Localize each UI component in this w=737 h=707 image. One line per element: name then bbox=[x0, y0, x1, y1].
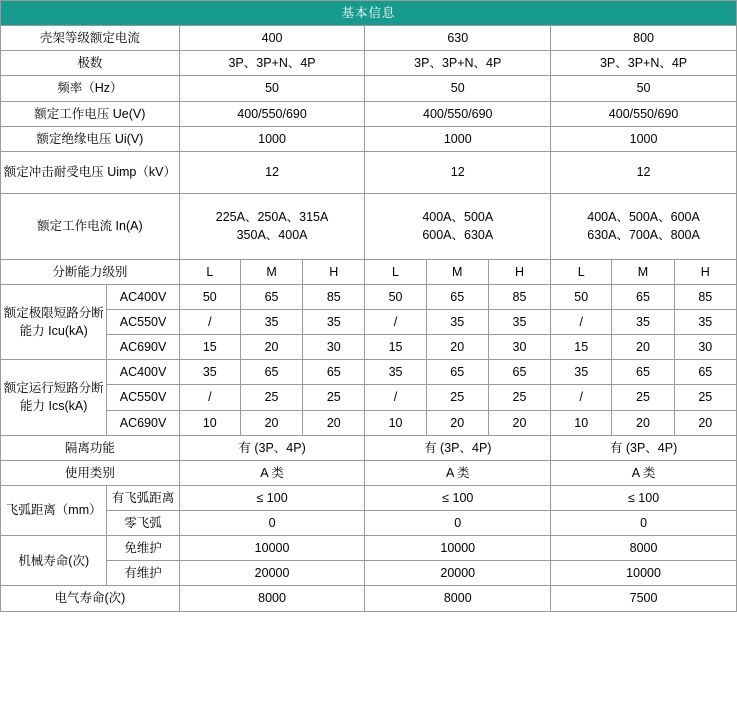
table-row bbox=[1, 193, 737, 259]
table-row bbox=[1, 335, 737, 360]
cell-icu-800-ac400v-l: 50 bbox=[551, 284, 612, 309]
page-title: 基本信息 bbox=[1, 1, 737, 26]
row-label-mechanical-life: 机械寿命(次) bbox=[1, 536, 107, 586]
cell-mech-nomaint-630: 10000 bbox=[365, 536, 551, 561]
cell-mech-maint-800: 10000 bbox=[551, 561, 737, 586]
cell-frequency-400: 50 bbox=[179, 76, 365, 101]
cell-icu-630-ac550v-h: 35 bbox=[488, 310, 550, 335]
cell-icu-400-ac690v-m: 20 bbox=[240, 335, 302, 360]
table-row bbox=[1, 485, 737, 510]
cell-arc-with-400: ≤ 100 bbox=[179, 485, 365, 510]
cell-icu-800-ac690v-l: 15 bbox=[551, 335, 612, 360]
cell-class-400-m: M bbox=[240, 259, 302, 284]
cell-isolation-400: 有 (3P、4P) bbox=[179, 435, 365, 460]
cell-arc-with-800: ≤ 100 bbox=[551, 485, 737, 510]
cell-class-630-m: M bbox=[426, 259, 488, 284]
row-label-ui: 额定绝缘电压 Ui(V) bbox=[1, 126, 180, 151]
cell-mech-nomaint-800: 8000 bbox=[551, 536, 737, 561]
cell-arc-zero-630: 0 bbox=[365, 511, 551, 536]
table-row bbox=[1, 460, 737, 485]
table-row bbox=[1, 561, 737, 586]
table-row bbox=[1, 410, 737, 435]
cell-icu-630-ac690v-h: 30 bbox=[488, 335, 550, 360]
row-label-ue: 额定工作电压 Ue(V) bbox=[1, 101, 180, 126]
table-row bbox=[1, 126, 737, 151]
cell-poles-400: 3P、3P+N、4P bbox=[179, 51, 365, 76]
table-row bbox=[1, 259, 737, 284]
cell-usage-800: A 类 bbox=[551, 460, 737, 485]
table-row bbox=[1, 310, 737, 335]
cell-icu-800-ac550v-h: 35 bbox=[674, 310, 736, 335]
cell-icu-630-ac690v-m: 20 bbox=[426, 335, 488, 360]
table-row bbox=[1, 385, 737, 410]
row-label-usage: 使用类别 bbox=[1, 460, 180, 485]
cell-uimp-400: 12 bbox=[179, 151, 365, 193]
cell-icu-630-ac690v-l: 15 bbox=[365, 335, 426, 360]
table-row bbox=[1, 536, 737, 561]
cell-usage-630: A 类 bbox=[365, 460, 551, 485]
cell-icu-800-ac550v-l: / bbox=[551, 310, 612, 335]
cell-frequency-630: 50 bbox=[365, 76, 551, 101]
row-label-frame-rating: 壳架等级额定电流 bbox=[1, 26, 180, 51]
cell-poles-800: 3P、3P+N、4P bbox=[551, 51, 737, 76]
cell-ics-630-ac690v-h: 20 bbox=[488, 410, 550, 435]
sublabel-icu-ac550v: AC550V bbox=[107, 310, 179, 335]
sublabel-arc-with: 有飞弧距离 bbox=[107, 485, 179, 510]
row-label-poles: 极数 bbox=[1, 51, 180, 76]
row-label-electrical-life: 电气寿命(次) bbox=[1, 586, 180, 611]
cell-frame-rating-800: 800 bbox=[551, 26, 737, 51]
cell-icu-400-ac550v-l: / bbox=[179, 310, 240, 335]
cell-ui-400: 1000 bbox=[179, 126, 365, 151]
sublabel-ics-ac690v: AC690V bbox=[107, 410, 179, 435]
row-label-ics: 额定运行短路分断能力 Ics(kA) bbox=[1, 360, 107, 435]
cell-uimp-800: 12 bbox=[551, 151, 737, 193]
cell-class-800-l: L bbox=[551, 259, 612, 284]
cell-elec-life-630: 8000 bbox=[365, 586, 551, 611]
table-row bbox=[1, 511, 737, 536]
cell-icu-800-ac690v-h: 30 bbox=[674, 335, 736, 360]
cell-ics-400-ac400v-m: 65 bbox=[240, 360, 302, 385]
cell-in-630-line1: 400A、500A bbox=[422, 210, 494, 225]
cell-icu-400-ac690v-h: 30 bbox=[303, 335, 365, 360]
sublabel-icu-ac400v: AC400V bbox=[107, 284, 179, 309]
row-label-frequency: 频率（Hz） bbox=[1, 76, 180, 101]
cell-ics-800-ac550v-l: / bbox=[551, 385, 612, 410]
cell-ics-630-ac550v-h: 25 bbox=[488, 385, 550, 410]
cell-usage-400: A 类 bbox=[179, 460, 365, 485]
cell-ics-800-ac550v-m: 25 bbox=[612, 385, 674, 410]
cell-ics-800-ac550v-h: 25 bbox=[674, 385, 736, 410]
table-row bbox=[1, 101, 737, 126]
cell-elec-life-400: 8000 bbox=[179, 586, 365, 611]
cell-elec-life-800: 7500 bbox=[551, 586, 737, 611]
sublabel-ics-ac550v: AC550V bbox=[107, 385, 179, 410]
cell-poles-630: 3P、3P+N、4P bbox=[365, 51, 551, 76]
sublabel-with-maintenance: 有维护 bbox=[107, 561, 179, 586]
cell-ics-800-ac400v-m: 65 bbox=[612, 360, 674, 385]
cell-ics-630-ac400v-h: 65 bbox=[488, 360, 550, 385]
cell-arc-with-630: ≤ 100 bbox=[365, 485, 551, 510]
table-row bbox=[1, 360, 737, 385]
cell-ics-630-ac690v-m: 20 bbox=[426, 410, 488, 435]
cell-ics-400-ac550v-h: 25 bbox=[303, 385, 365, 410]
cell-icu-800-ac400v-m: 65 bbox=[612, 284, 674, 309]
cell-ics-630-ac400v-l: 35 bbox=[365, 360, 426, 385]
sublabel-maintenance-free: 免维护 bbox=[107, 536, 179, 561]
cell-icu-400-ac690v-l: 15 bbox=[179, 335, 240, 360]
cell-ics-800-ac400v-l: 35 bbox=[551, 360, 612, 385]
cell-mech-nomaint-400: 10000 bbox=[179, 536, 365, 561]
cell-mech-maint-630: 20000 bbox=[365, 561, 551, 586]
cell-in-400 bbox=[179, 193, 365, 259]
row-label-isolation: 隔离功能 bbox=[1, 435, 180, 460]
cell-icu-630-ac400v-h: 85 bbox=[488, 284, 550, 309]
cell-icu-400-ac550v-m: 35 bbox=[240, 310, 302, 335]
cell-ics-400-ac550v-m: 25 bbox=[240, 385, 302, 410]
cell-ics-800-ac400v-h: 65 bbox=[674, 360, 736, 385]
cell-arc-zero-800: 0 bbox=[551, 511, 737, 536]
cell-ui-630: 1000 bbox=[365, 126, 551, 151]
row-label-uimp: 额定冲击耐受电压 Uimp（kV） bbox=[1, 151, 180, 193]
cell-ics-400-ac400v-l: 35 bbox=[179, 360, 240, 385]
cell-icu-800-ac690v-m: 20 bbox=[612, 335, 674, 360]
cell-class-630-h: H bbox=[488, 259, 550, 284]
cell-icu-800-ac550v-m: 35 bbox=[612, 310, 674, 335]
cell-in-630 bbox=[365, 193, 551, 259]
cell-ics-400-ac400v-h: 65 bbox=[303, 360, 365, 385]
cell-class-400-l: L bbox=[179, 259, 240, 284]
row-label-breaking-class: 分断能力级别 bbox=[1, 259, 180, 284]
cell-ui-800: 1000 bbox=[551, 126, 737, 151]
cell-icu-630-ac550v-l: / bbox=[365, 310, 426, 335]
sublabel-icu-ac690v: AC690V bbox=[107, 335, 179, 360]
cell-class-800-m: M bbox=[612, 259, 674, 284]
cell-in-800 bbox=[551, 193, 737, 259]
table-row bbox=[1, 76, 737, 101]
cell-ics-400-ac690v-h: 20 bbox=[303, 410, 365, 435]
table-row bbox=[1, 586, 737, 611]
cell-mech-maint-400: 20000 bbox=[179, 561, 365, 586]
cell-icu-400-ac400v-m: 65 bbox=[240, 284, 302, 309]
cell-ue-400: 400/550/690 bbox=[179, 101, 365, 126]
cell-frequency-800: 50 bbox=[551, 76, 737, 101]
cell-ics-800-ac690v-h: 20 bbox=[674, 410, 736, 435]
table-row bbox=[1, 435, 737, 460]
cell-icu-400-ac550v-h: 35 bbox=[303, 310, 365, 335]
cell-uimp-630: 12 bbox=[365, 151, 551, 193]
cell-in-400-line2: 350A、400A bbox=[236, 228, 308, 243]
cell-arc-zero-400: 0 bbox=[179, 511, 365, 536]
cell-ics-800-ac690v-m: 20 bbox=[612, 410, 674, 435]
cell-isolation-800: 有 (3P、4P) bbox=[551, 435, 737, 460]
cell-in-400-line1: 225A、250A、315A bbox=[215, 210, 329, 225]
cell-ue-630: 400/550/690 bbox=[365, 101, 551, 126]
row-label-arc-distance: 飞弧距离（mm） bbox=[1, 485, 107, 535]
cell-frame-rating-400: 400 bbox=[179, 26, 365, 51]
cell-in-800-line1: 400A、500A、600A bbox=[587, 210, 700, 225]
cell-in-630-line2: 600A、630A bbox=[422, 228, 494, 243]
cell-ics-400-ac690v-m: 20 bbox=[240, 410, 302, 435]
cell-frame-rating-630: 630 bbox=[365, 26, 551, 51]
cell-class-800-h: H bbox=[674, 259, 736, 284]
row-label-icu: 额定极限短路分断能力 Icu(kA) bbox=[1, 284, 107, 359]
cell-ics-400-ac690v-l: 10 bbox=[179, 410, 240, 435]
sublabel-arc-zero: 零飞弧 bbox=[107, 511, 179, 536]
table-row bbox=[1, 51, 737, 76]
cell-icu-400-ac400v-h: 85 bbox=[303, 284, 365, 309]
cell-icu-630-ac400v-l: 50 bbox=[365, 284, 426, 309]
cell-ue-800: 400/550/690 bbox=[551, 101, 737, 126]
table-row bbox=[1, 284, 737, 309]
cell-ics-630-ac690v-l: 10 bbox=[365, 410, 426, 435]
table-row bbox=[1, 151, 737, 193]
cell-class-400-h: H bbox=[303, 259, 365, 284]
table-row bbox=[1, 26, 737, 51]
cell-icu-800-ac400v-h: 85 bbox=[674, 284, 736, 309]
table-title-row bbox=[1, 1, 737, 26]
cell-isolation-630: 有 (3P、4P) bbox=[365, 435, 551, 460]
cell-icu-400-ac400v-l: 50 bbox=[179, 284, 240, 309]
cell-icu-630-ac400v-m: 65 bbox=[426, 284, 488, 309]
cell-ics-630-ac550v-m: 25 bbox=[426, 385, 488, 410]
cell-in-800-line2: 630A、700A、800A bbox=[587, 228, 700, 243]
sublabel-ics-ac400v: AC400V bbox=[107, 360, 179, 385]
cell-ics-630-ac400v-m: 65 bbox=[426, 360, 488, 385]
cell-icu-630-ac550v-m: 35 bbox=[426, 310, 488, 335]
cell-ics-630-ac550v-l: / bbox=[365, 385, 426, 410]
cell-ics-400-ac550v-l: / bbox=[179, 385, 240, 410]
row-label-in: 额定工作电流 In(A) bbox=[1, 193, 180, 259]
cell-ics-800-ac690v-l: 10 bbox=[551, 410, 612, 435]
cell-class-630-l: L bbox=[365, 259, 426, 284]
